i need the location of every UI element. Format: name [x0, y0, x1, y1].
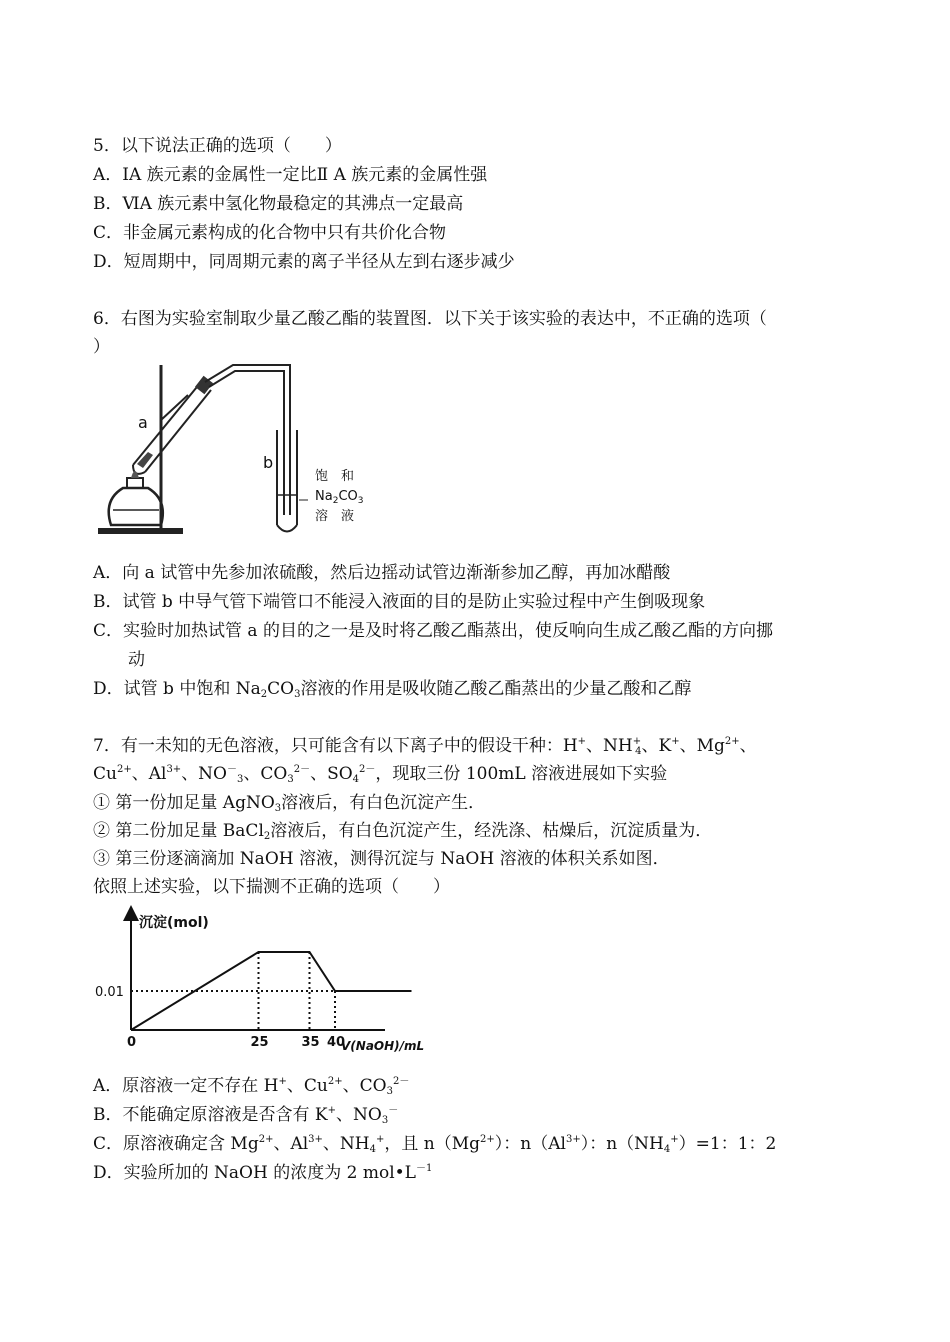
q7-step-2: ② 第二份加足量 BaCl$_2$溶液后，有白色沉淀产生，经洗涤、枯燥后，沉淀质量为． [93, 821, 713, 842]
x-tick-label: 0 [127, 1035, 137, 1050]
solution-label-2: $Na_2CO_3$ [315, 489, 364, 506]
label-b: b [263, 453, 274, 472]
q7-option-d: D．实验所加的 NaOH 的浓度为 2 $mol•L^{-1}$ [93, 1163, 433, 1183]
x-tick-label: 40 [327, 1035, 346, 1050]
q7-option-c: C．原溶液确定含 $Mg^{2+}$、$Al^{3+}$、$NH_4^+$，且 $n(Mg^{2+})$：$n(Al^{3+})$：$n(NH_4^+)=1$：1：2 [93, 1134, 777, 1155]
q6-option-c-line2: 动 [128, 650, 145, 670]
x-axis-label: V(NaOH)/mL [341, 1039, 425, 1053]
q5-stem: 5．以下说法正确的选项（ ） [93, 136, 342, 156]
q6-stem-line1: 6．右图为实验室制取少量乙酸乙酯的装置图．以下关于该实验的表达中，不正确的选项（ [93, 309, 767, 329]
q5-option-b: B．ⅥA 族元素中氢化物最稳定的其沸点一定最高 [93, 194, 464, 214]
q7-step-3: ③ 第三份逐滴滴加 NaOH 溶液，测得沉淀与 NaOH 溶液的体积关系如图． [93, 849, 670, 869]
q7-option-a: A．原溶液一定不存在 H+、$Cu^{2+}$、$CO_3^{2-}$ [93, 1076, 410, 1097]
q6-stem-line2: ） [93, 337, 110, 357]
q6-option-c-line1: C．实验时加热试管 a 的目的之一是及时将乙酸乙酯蒸出，使反响向生成乙酸乙酯的方向挪 [93, 621, 773, 641]
solution-label-3: 溶 液 [315, 509, 355, 524]
q6-option-d: D．试管 b 中饱和 $Na_2CO_3$溶液的作用是吸收随乙酸乙酯蒸出的少量乙酸和乙醇 [93, 679, 692, 700]
q7-stem-line2: $Cu^{2+}$、$Al^{3+}$、$NO^-_3$、$CO_3^{2-}$、$SO_4^{2-}$，现取三份 100mL 溶液进展如下实验 [93, 764, 668, 785]
q7-option-b: B．不能确定原溶液是否含有 K+、$NO_3^-$ [93, 1105, 399, 1126]
q5-option-a: A．ⅠA 族元素的金属性一定比Ⅱ A 族元素的金属性强 [93, 165, 488, 185]
q6-option-a: A．向 a 试管中先参加浓硫酸，然后边摇动试管边渐渐参加乙醇，再加冰醋酸 [93, 563, 671, 583]
q7-stem-line1: 7．有一未知的无色溶液，只可能含有以下离子中的假设干种：H+、$NH^+_4$、K+、$Mg^{2+}$、 [93, 736, 757, 757]
y-tick-label: 0.01 [95, 985, 124, 1000]
precipitate-chart [93, 905, 433, 1055]
q6-option-b: B．试管 b 中导气管下端管口不能浸入液面的目的是防止实验过程中产生倒吸现象 [93, 592, 706, 612]
stand-base [98, 528, 183, 534]
x-tick-label: 25 [250, 1035, 269, 1050]
label-a: a [138, 413, 148, 432]
q7-question: 依照上述实验，以下揣测不正确的选项（ ） [93, 877, 450, 897]
apparatus-figure [93, 360, 393, 540]
x-tick-label: 35 [301, 1035, 320, 1050]
q5-option-d: D．短周期中，同周期元素的离子半径从左到右逐步减少 [93, 252, 515, 272]
q7-step-1: ① 第一份加足量 AgNO$_3$溶液后，有白色沉淀产生． [93, 793, 486, 814]
y-axis-label: 沉淀(mol) [139, 915, 209, 931]
solution-label-1: 饱 和 [315, 469, 355, 484]
q5-option-c: C．非金属元素构成的化合物中只有共价化合物 [93, 223, 447, 243]
